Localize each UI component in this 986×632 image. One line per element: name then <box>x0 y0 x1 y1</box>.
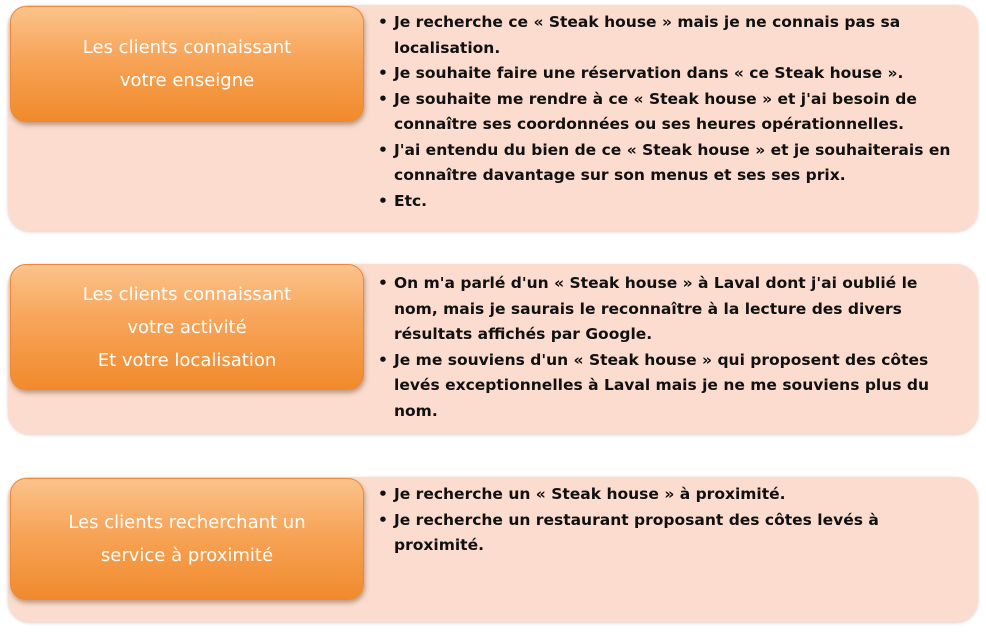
section-bullets-1 <box>378 10 964 214</box>
section-title-2-line-3: Et votre localisation <box>97 349 277 371</box>
section-title-2 <box>10 264 364 390</box>
section-bullets-3 <box>378 482 964 559</box>
section-title-3-line-2: service à proximité <box>100 545 274 566</box>
section-title-1-line-2: votre enseigne <box>119 70 255 91</box>
section-bullets-2 <box>378 271 964 424</box>
section-title-1 <box>10 6 364 122</box>
section-title-3-line-1: Les clients recherchant un <box>68 512 306 533</box>
section-title-2-line-2: votre activité <box>127 316 247 338</box>
bullet-item: • On m'a parlé d'un « Steak house » à Laval dont j'ai oublié le nom, mais je saurais le reconnaître à la lecture des divers résultats affichés par Google. <box>378 271 964 348</box>
bullet-item: • Je souhaite faire une réservation dans « ce Steak house ». <box>378 61 964 87</box>
section-title-3 <box>10 478 364 600</box>
section-title-2-line-1: Les clients connaissant <box>82 283 292 305</box>
bullet-item: • J'ai entendu du bien de ce « Steak house » et je souhaiterais en connaître davantage sur son menus et ses ses prix. <box>378 138 964 189</box>
section-title-1-line-1: Les clients connaissant <box>82 37 292 58</box>
bullet-item: • Je recherche un « Steak house » à proximité. <box>378 482 964 508</box>
bullet-item: • Je me souviens d'un « Steak house » qui proposent des côtes levés exceptionnelles à Laval mais je ne me souviens plus du nom. <box>378 348 964 425</box>
bullet-item: • Je recherche ce « Steak house » mais je ne connais pas sa localisation. <box>378 10 964 61</box>
bullet-item: • Je recherche un restaurant proposant des côtes levés à proximité. <box>378 508 964 559</box>
bullet-item: • Je souhaite me rendre à ce « Steak house » et j'ai besoin de connaître ses coordonnées ou ses heures opérationnelles. <box>378 87 964 138</box>
bullet-item: • Etc. <box>378 189 964 215</box>
